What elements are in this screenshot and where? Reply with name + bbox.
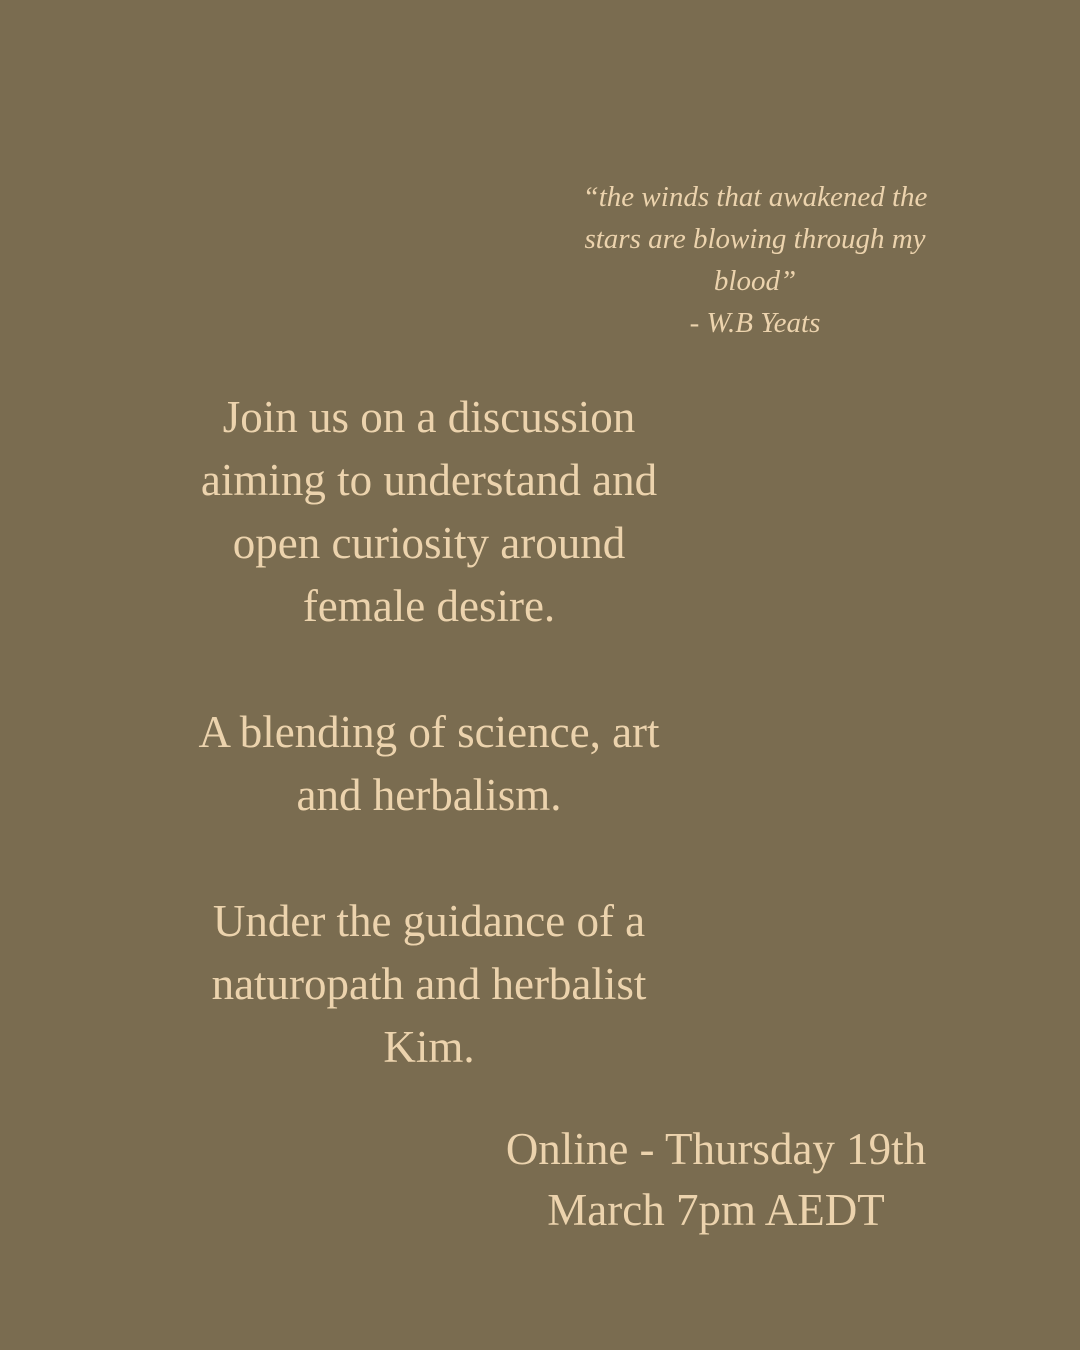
guidance-line: Under the guidance of a xyxy=(212,896,646,946)
guidance-line: naturopath and herbalist xyxy=(211,959,647,1009)
event-date-line: Online - Thursday 19th xyxy=(505,1124,927,1174)
blend-paragraph xyxy=(150,701,708,827)
intro-line: aiming to understand and xyxy=(200,455,658,505)
event-description xyxy=(150,386,708,1079)
event-details xyxy=(476,1119,956,1241)
quote-line: blood” xyxy=(713,265,797,297)
intro-line: Join us on a discussion xyxy=(222,392,636,442)
yeats-quote xyxy=(555,176,955,344)
event-time-line: March 7pm AEDT xyxy=(547,1185,885,1235)
intro-line: female desire. xyxy=(302,581,556,631)
intro-line: open curiosity around xyxy=(232,518,626,568)
intro-paragraph xyxy=(150,386,708,638)
quote-line: stars are blowing through my xyxy=(584,223,926,255)
blend-line: and herbalism. xyxy=(296,770,562,820)
guidance-paragraph xyxy=(150,890,708,1079)
blend-line: A blending of science, art xyxy=(198,707,660,757)
quote-attribution: - W.B Yeats xyxy=(689,307,821,339)
quote-line: “the winds that awakened the xyxy=(582,181,928,213)
guidance-line: Kim. xyxy=(383,1022,475,1072)
